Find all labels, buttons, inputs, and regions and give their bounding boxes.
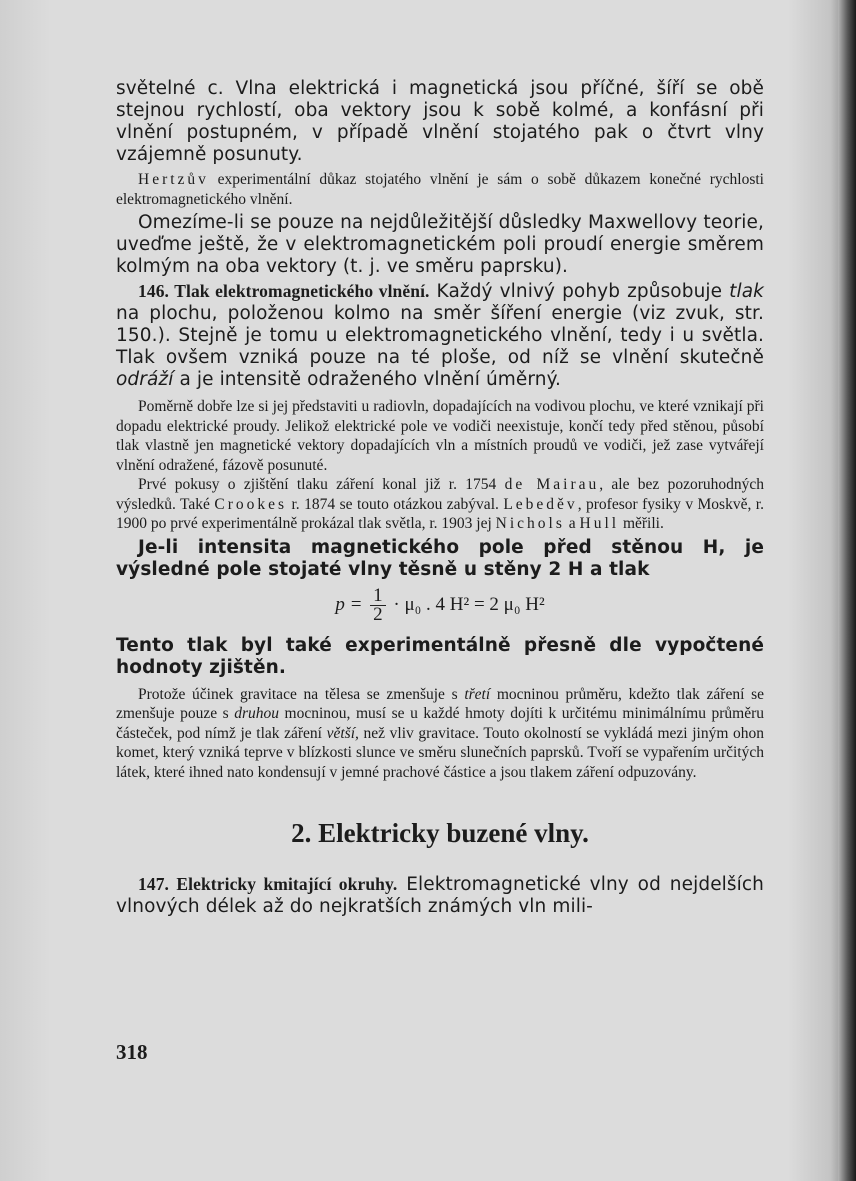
section-147: 147. Elektricky kmitající okruhy. Elektromagnetické vlny od nejdelších vlnových délek až do nejkratších známých vln mili- <box>116 874 764 917</box>
paragraph-hertz: Hertzův experimentální důkaz stojatého vlnění je sám o sobě důkazem konečné rychlosti elektromagnetického vlnění. <box>116 171 764 208</box>
book-spine-shadow <box>838 0 856 1181</box>
paragraph-experiment: Tento tlak byl také experimentálně přesně dle vypočtené hodnoty zjištěn. <box>116 634 764 678</box>
pressure-formula: p = $\frac{1}{2}$ · μ₀ . 4 H² = 2 μ₀ H² <box>335 584 545 625</box>
page-content <box>116 78 764 918</box>
paragraph-gravitation: Protože účinek gravitace na tělesa se zmenšuje s třetí mocninou průměru, kdežto tlak záření se zmenšuje pouze s druhou mocninou, musí se u každé hmoty dojíti k určitému minimálnímu průměru částeček, pod nímž je tlak záření větší, než vliv gravitace. Touto okolností se vykládá mezi jiným ohon komet, který vzniká teprve v blízkosti slunce ve směru slunečních paprsků. Tvoří se vypařením určitých látek, které ihned nato kondensují v jemné prachové částice a jsou tlakem záření odpuzovány. <box>116 685 765 781</box>
paragraph-maxwell: Omezíme-li se pouze na nejdůležitější důsledky Maxwellovy teorie, uveďme ještě, že v elektromagnetickém poli proudí energie směrem kolmým na oba vektory (t. j. ve směru paprsku). <box>116 212 764 277</box>
section-146-title: 146. Tlak elektromagnetického vlnění. <box>138 281 430 301</box>
section-147-title: 147. Elektricky kmitající okruhy. <box>138 874 398 894</box>
formula-fraction: $\frac{1}{2}$ <box>370 587 386 624</box>
chapter-title: 2. Elektricky buzené vlny. <box>291 818 589 848</box>
paragraph-intensity: Je-li intensita magnetického pole před stěnou H, je výsledné pole stojaté vlny těsně u stěny 2 H a tlak <box>116 536 764 580</box>
paragraph-wave-properties: světelné c. Vlna elektrická i magnetická jsou příčné, šíří se obě stejnou rychlostí, oba vektory jsou k sobě kolmé, a konfásní při vlnění postupném, v případě vlnění stojatého pak o čtvrt vlny vzájemně posunuty. <box>116 78 764 165</box>
paragraph-radiowaves: Poměrně dobře lze si jej představiti u radiovln, dopadajících na vodivou plochu, ve které vznikají při dopadu elektrické proudy. Jelikož elektrické pole ve vodiči neexistuje, končí tedy před stěnou, působí tlak vlastně jen magnetické vektory dopadajících vln a místních proudů ve vodiči, jež zase vytvářejí vlnění odražené, fázově posunuté. <box>116 398 764 474</box>
paragraph-history: Prvé pokusy o zjištění tlaku záření konal již r. 1754 de Mairau, ale bez pozoruhodných výsledků. Také Crookes r. 1874 se touto otázkou zabýval. Lebeděv, profesor fysiky v Moskvě, r. 1900 po prvé experimentálně prokázal tlak světla, r. 1903 jej Nichols a Hull měřili. <box>116 476 765 532</box>
page-number: 318 <box>116 1040 148 1064</box>
section-146: 146. Tlak elektromagnetického vlnění. Každý vlnivý pohyb způsobuje tlak na plochu, položenou kolmo na směr šíření energie (viz zvuk, str. 150.). Stejně je tomu u elektromagnetického vlnění, tedy i u světla. Tlak ovšem vzniká pouze na té ploše, od níž se vlnění skutečně odráží a je intensitě odraženého vlnění úměrný. <box>116 281 764 390</box>
